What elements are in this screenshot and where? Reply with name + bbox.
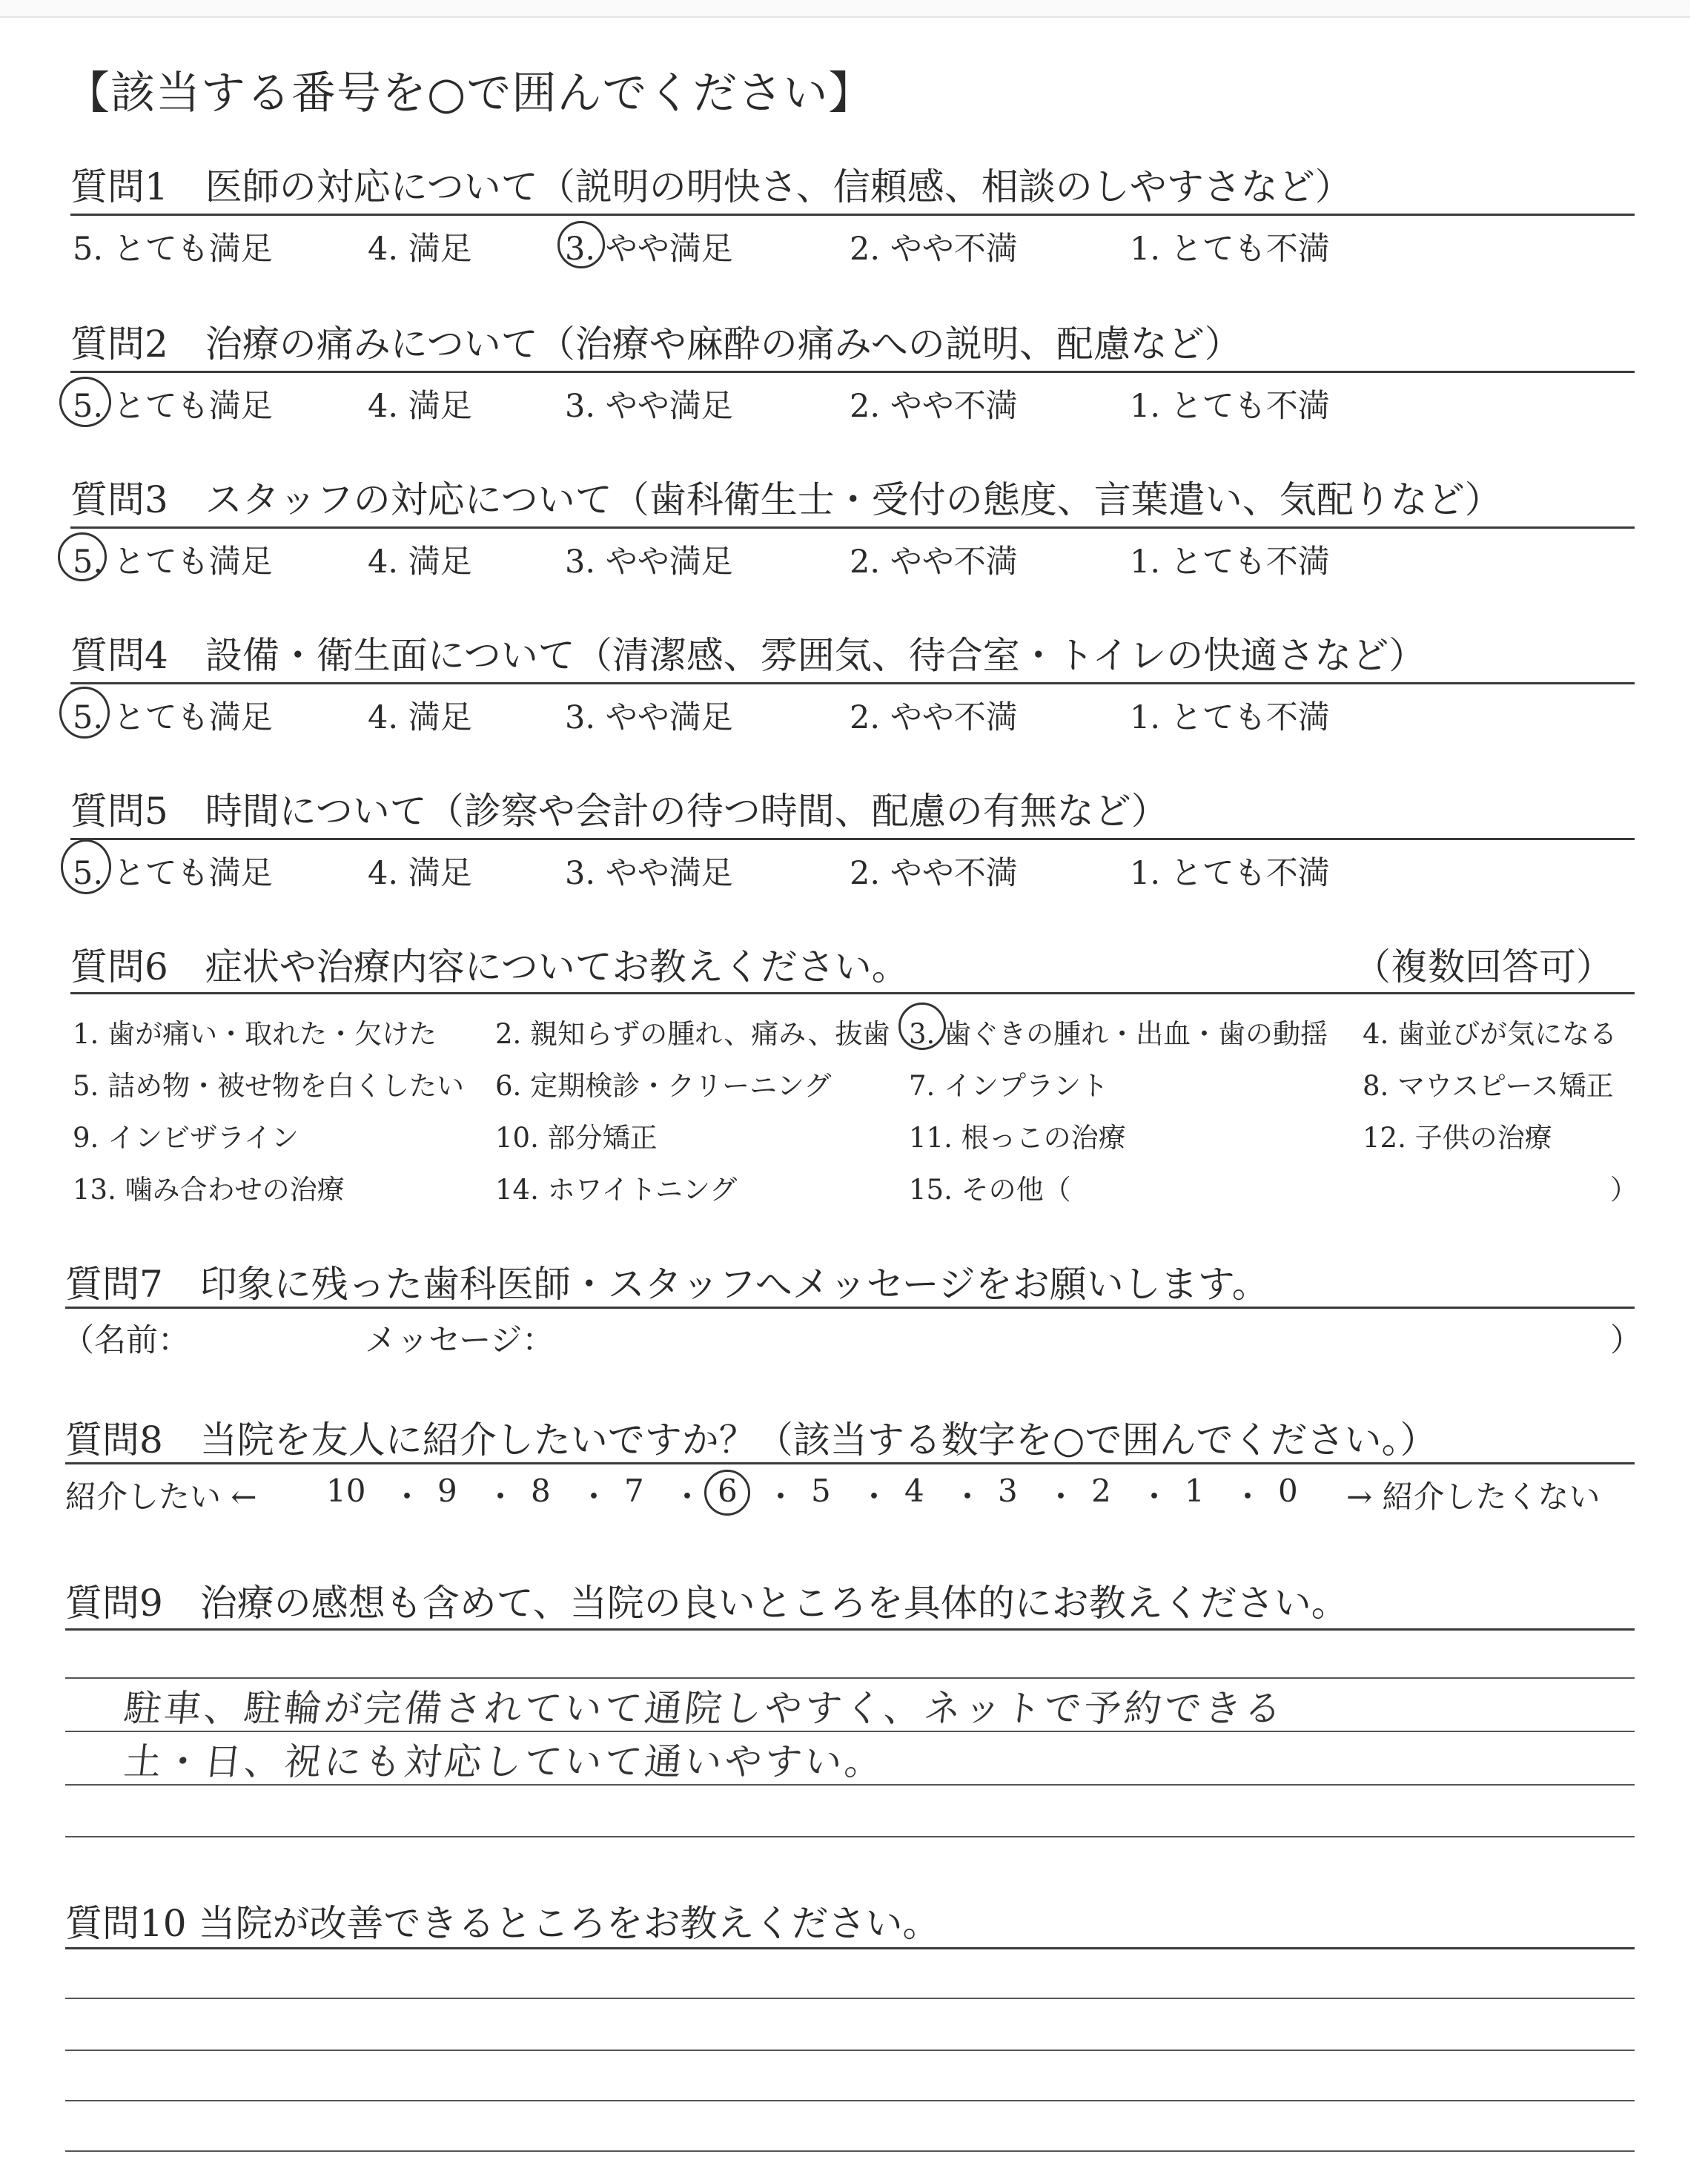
q1-option-5[interactable]: 5. とても満足 [73, 231, 273, 268]
question-2-rule [70, 371, 1635, 373]
question-6-note: （複数回答可） [1354, 945, 1613, 988]
q8-sep: ・ [952, 1479, 984, 1515]
q10-answer-line [65, 2100, 1635, 2101]
q1-option-2[interactable]: 2. やや不満 [850, 231, 1018, 268]
q5-option-3[interactable]: 3. やや満足 [565, 855, 733, 892]
q8-sep: ・ [485, 1479, 517, 1515]
q6-item-2[interactable]: 2. 親知らずの腫れ、痛み、抜歯 [495, 1018, 890, 1050]
q8-sep: ・ [391, 1479, 423, 1515]
q8-score-5[interactable]: 5 [811, 1473, 831, 1509]
q7-message-label: メッセージ： [365, 1322, 555, 1359]
q8-sep: ・ [1139, 1479, 1171, 1515]
q10-answer-line [65, 2150, 1635, 2152]
q6-item-11[interactable]: 11. 根っこの治療 [909, 1122, 1126, 1154]
q6-item-7[interactable]: 7. インプラント [909, 1070, 1109, 1102]
q5-option-1[interactable]: 1. とても不満 [1130, 855, 1330, 892]
q8-selected-circle [704, 1470, 750, 1516]
scan-top-edge [0, 0, 1690, 18]
q1-option-3[interactable]: 3. やや満足 [565, 231, 733, 268]
q5-option-2[interactable]: 2. やや不満 [850, 855, 1018, 892]
q2-option-2[interactable]: 2. やや不満 [850, 388, 1018, 425]
q6-item-5[interactable]: 5. 詰め物・被せ物を白くしたい [73, 1070, 465, 1102]
question-7-heading: 質問7 印象に残った歯科医師・スタッフへメッセージをお願いします。 [65, 1263, 1269, 1306]
q6-item-15[interactable]: 15. その他（ [909, 1174, 1071, 1206]
q8-score-10[interactable]: 10 [326, 1473, 366, 1509]
q6-item-4[interactable]: 4. 歯並びが気になる [1363, 1018, 1618, 1050]
q9-answer-line-2: 土・日、祝にも対応していて通いやすい。 [122, 1740, 887, 1783]
question-9-rule [65, 1628, 1635, 1631]
q4-option-5[interactable]: 5. とても満足 [73, 699, 273, 736]
q6-item-14[interactable]: 14. ホワイトニング [495, 1174, 738, 1206]
q8-right-label: → 紹介したくない [1346, 1479, 1601, 1515]
q8-sep: ・ [672, 1479, 704, 1515]
q6-item-6[interactable]: 6. 定期検診・クリーニング [495, 1070, 832, 1102]
q10-answer-line [65, 1998, 1635, 1999]
q6-item-15-close: ） [1610, 1174, 1638, 1206]
q8-score-9[interactable]: 9 [437, 1473, 457, 1509]
question-10-heading: 質問10 当院が改善できるところをお教えください。 [65, 1902, 940, 1945]
question-8-heading: 質問8 当院を友人に紹介したいですか？（該当する数字を○で囲んでください。） [65, 1418, 1437, 1462]
q6-item-9[interactable]: 9. インビザライン [73, 1122, 299, 1154]
q9-answer-line-1: 駐車、駐輪が完備されていて通院しやすく、ネットで予約できる [122, 1687, 1287, 1730]
q4-option-4[interactable]: 4. 満足 [368, 699, 472, 736]
q3-option-4[interactable]: 4. 満足 [368, 544, 472, 581]
q8-sep: ・ [1045, 1479, 1077, 1515]
q8-score-4[interactable]: 4 [904, 1473, 924, 1509]
q5-selected-circle [61, 839, 111, 894]
q6-item-12[interactable]: 12. 子供の治療 [1363, 1122, 1552, 1154]
q7-close-paren: ） [1610, 1322, 1642, 1359]
question-3-heading: 質問3 スタッフの対応について（歯科衛生士・受付の態度、言葉遣い、気配りなど） [70, 478, 1502, 521]
q5-option-5[interactable]: 5. とても満足 [73, 855, 273, 892]
q8-score-6[interactable]: 6 [718, 1473, 738, 1509]
q8-sep: ・ [765, 1479, 797, 1515]
q6-item-1[interactable]: 1. 歯が痛い・取れた・欠けた [73, 1018, 437, 1050]
q3-option-5[interactable]: 5. とても満足 [73, 544, 273, 581]
q9-answer-line [65, 1836, 1635, 1837]
q8-score-7[interactable]: 7 [624, 1473, 644, 1509]
q3-option-2[interactable]: 2. やや不満 [850, 544, 1018, 581]
q8-score-1[interactable]: 1 [1185, 1473, 1205, 1509]
q2-option-4[interactable]: 4. 満足 [368, 388, 472, 425]
question-5-rule [70, 838, 1635, 840]
question-2-heading: 質問2 治療の痛みについて（治療や麻酔の痛みへの説明、配慮など） [70, 323, 1242, 366]
question-5-heading: 質問5 時間について（診察や会計の待つ時間、配慮の有無など） [70, 790, 1168, 833]
q2-option-3[interactable]: 3. やや満足 [565, 388, 733, 425]
q8-score-3[interactable]: 3 [998, 1473, 1018, 1509]
q2-option-1[interactable]: 1. とても不満 [1130, 388, 1330, 425]
q4-option-1[interactable]: 1. とても不満 [1130, 699, 1330, 736]
q10-answer-line [65, 2050, 1635, 2051]
question-4-rule [70, 682, 1635, 684]
q7-name-label: （名前： [62, 1322, 190, 1359]
question-6-heading: 質問6 症状や治療内容についてお教えください。 [70, 945, 909, 988]
question-8-rule [65, 1462, 1635, 1464]
q8-score-2[interactable]: 2 [1091, 1473, 1111, 1509]
q5-option-4[interactable]: 4. 満足 [368, 855, 472, 892]
question-9-heading: 質問9 治療の感想も含めて、当院の良いところを具体的にお教えください。 [65, 1582, 1348, 1625]
q1-option-4[interactable]: 4. 満足 [368, 231, 472, 268]
q8-sep: ・ [858, 1479, 890, 1515]
question-10-rule [65, 1947, 1635, 1949]
question-6-rule [70, 992, 1635, 994]
question-7-rule [65, 1307, 1635, 1309]
q6-item-8[interactable]: 8. マウスピース矯正 [1363, 1070, 1614, 1102]
question-4-heading: 質問4 設備・衛生面について（清潔感、雰囲気、待合室・トイレの快適さなど） [70, 634, 1426, 677]
page-title: 【該当する番号を○で囲んでください】 [65, 67, 874, 119]
q3-option-3[interactable]: 3. やや満足 [565, 544, 733, 581]
q6-item-3[interactable]: 3. 歯ぐきの腫れ・出血・歯の動揺 [909, 1018, 1328, 1050]
question-1-heading: 質問1 医師の対応について（説明の明快さ、信頼感、相談のしやすさなど） [70, 165, 1352, 208]
q8-sep: ・ [578, 1479, 610, 1515]
q1-option-1[interactable]: 1. とても不満 [1130, 231, 1330, 268]
q4-selected-circle [59, 687, 110, 739]
q2-selected-circle [59, 377, 111, 427]
q8-sep: ・ [1232, 1479, 1264, 1515]
q6-item-10[interactable]: 10. 部分矯正 [495, 1122, 658, 1154]
q3-option-1[interactable]: 1. とても不満 [1130, 544, 1330, 581]
q8-score-8[interactable]: 8 [531, 1473, 551, 1509]
question-3-rule [70, 526, 1635, 529]
q3-selected-circle [58, 532, 107, 581]
q6-item-13[interactable]: 13. 噛み合わせの治療 [73, 1174, 345, 1206]
q6-selected-circle [898, 1003, 946, 1050]
q8-left-label: 紹介したい ← [65, 1479, 257, 1515]
q1-selected-circle [557, 221, 605, 268]
q8-score-0[interactable]: 0 [1278, 1473, 1298, 1509]
q4-option-2[interactable]: 2. やや不満 [850, 699, 1018, 736]
q4-option-3[interactable]: 3. やや満足 [565, 699, 733, 736]
q2-option-5[interactable]: 5. とても満足 [73, 388, 273, 425]
question-1-rule [70, 214, 1635, 216]
